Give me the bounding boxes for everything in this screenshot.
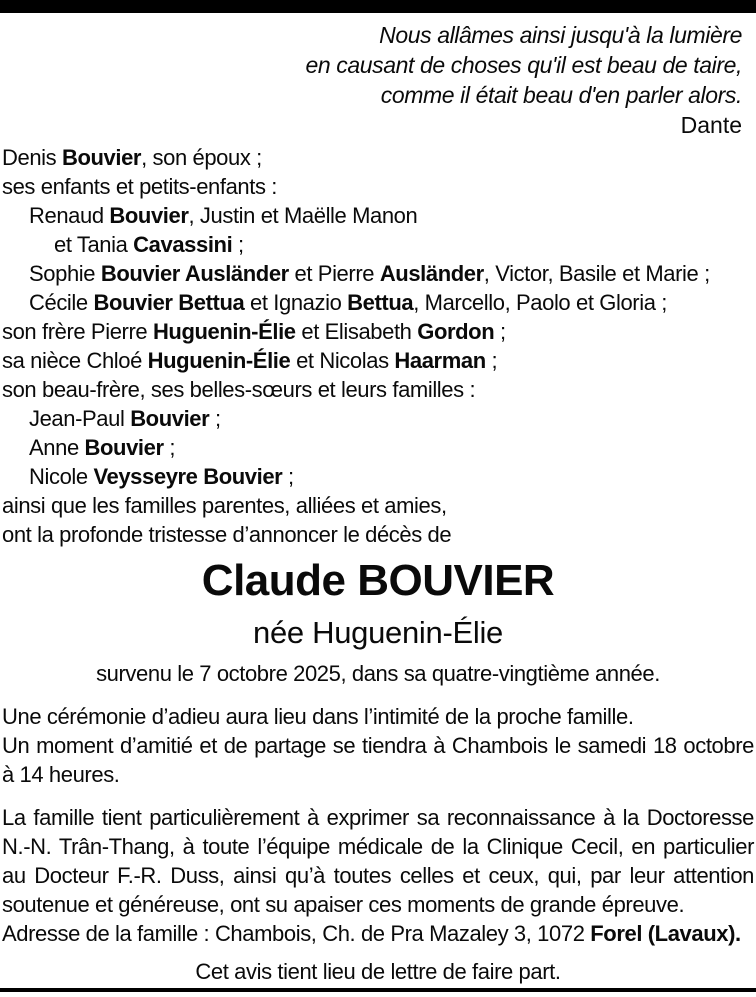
family-list-line: son beau-frère, ses belles-sœurs et leurs familles :: [2, 377, 476, 402]
family-list-line: Renaud Bouvier, Justin et Maëlle Manon: [29, 203, 418, 228]
family-list-line: Sophie Bouvier Ausländer et Pierre Ausländer, Victor, Basile et Marie ;: [29, 261, 710, 286]
deceased-name-block: [0, 558, 756, 688]
deceased-name: Claude BOUVIER: [201, 556, 555, 605]
family-list-line: Denis Bouvier, son époux ;: [2, 145, 262, 170]
family-list-line: et Tania Cavassini ;: [54, 232, 244, 257]
family-list-line: Nicole Veysseyre Bouvier ;: [29, 464, 294, 489]
acknowledgement-paragraph: La famille tient particulièrement à exprimer sa reconnaissance à la Doctoresse N.-N. Trân-Thang, à toute l’équipe médicale de la Clinique Cecil, en particulier au Docteur F.-R. Duss, ainsi qu’à toutes celles et ceux, qui, par leur attention soutenue et généreuse, ont su apaiser ces moments de grande épreuve.: [2, 805, 754, 917]
top-border-rule: [0, 0, 756, 13]
family-list-line: sa nièce Chloé Huguenin-Élie et Nicolas Haarman ;: [2, 348, 498, 373]
closing-line: Cet avis tient lieu de lettre de faire part.: [195, 959, 561, 984]
epigraph-attribution: Dante: [680, 112, 742, 138]
ceremony-paragraph-1: Une cérémonie d’adieu aura lieu dans l’intimité de la proche famille.: [2, 704, 634, 729]
epigraph-quote: [0, 20, 742, 110]
family-list-line: ses enfants et petits-enfants :: [2, 174, 277, 199]
family-address-line: Adresse de la famille : Chambois, Ch. de Pra Mazaley 3, 1072 Forel (Lavaux).: [2, 921, 741, 946]
family-list-line: son frère Pierre Huguenin-Élie et Elisabeth Gordon ;: [2, 319, 506, 344]
family-list-line: Anne Bouvier ;: [29, 435, 176, 460]
family-list-line: Cécile Bouvier Bettua et Ignazio Bettua, Marcello, Paolo et Gloria ;: [29, 290, 667, 315]
family-list-line: ont la profonde tristesse d’annoncer le décès de: [2, 522, 452, 547]
bottom-border-rule: [0, 988, 756, 992]
epigraph-line: comme il était beau d'en parler alors.: [380, 82, 742, 108]
epigraph-line: Nous allâmes ainsi jusqu'à la lumière: [379, 22, 742, 48]
family-list-line: Jean-Paul Bouvier ;: [29, 406, 221, 431]
ceremony-paragraph-2: Un moment d’amitié et de partage se tiendra à Chambois le samedi 18 octobre à 14 heures.: [2, 733, 754, 787]
family-list: [0, 143, 756, 549]
family-list-line: ainsi que les familles parentes, alliées et amies,: [2, 493, 447, 518]
epigraph-line: en causant de choses qu'il est beau de taire,: [305, 52, 742, 78]
deceased-maiden-name: née Huguenin-Élie: [253, 615, 503, 650]
death-date-line: survenu le 7 octobre 2025, dans sa quatre-vingtième année.: [96, 661, 660, 686]
